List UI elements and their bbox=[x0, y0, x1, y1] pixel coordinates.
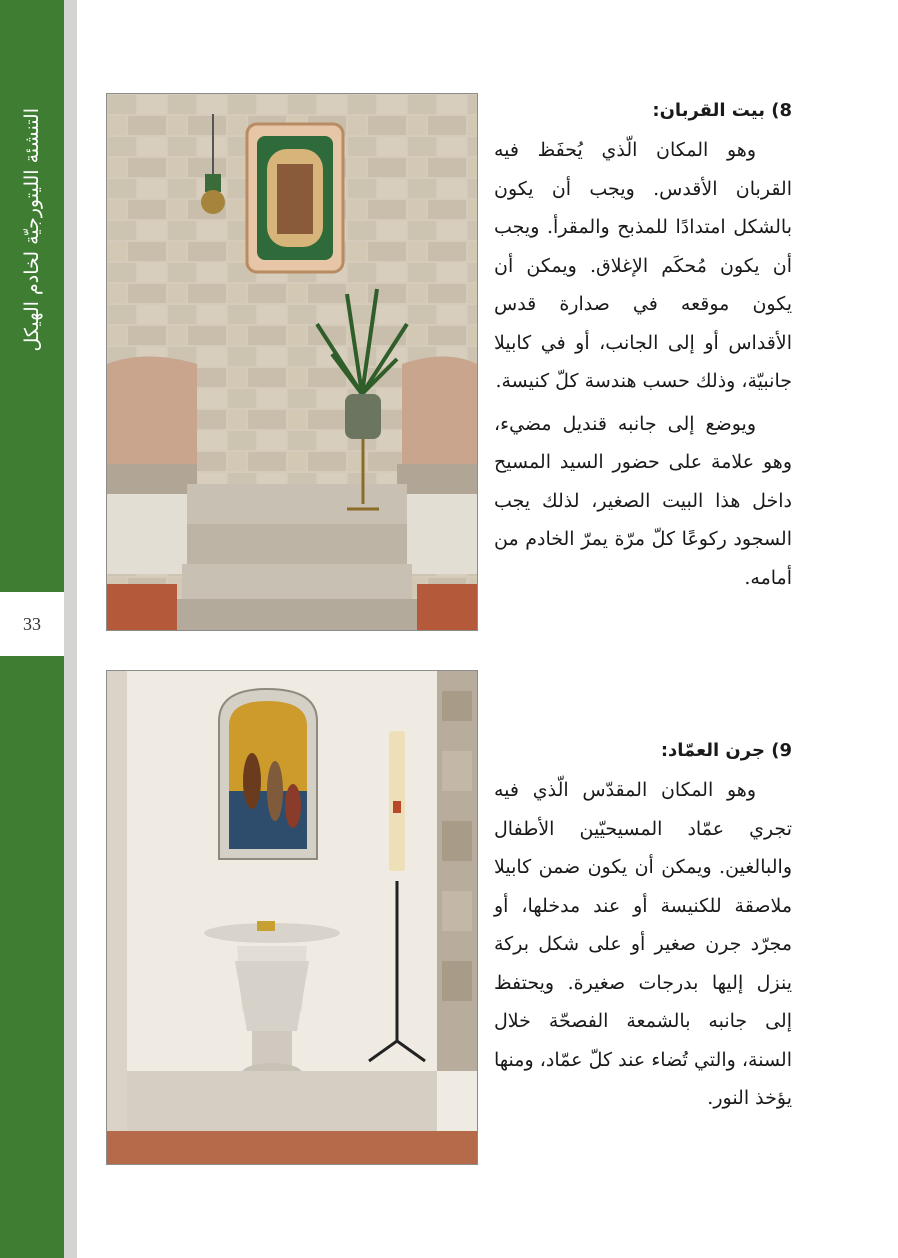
section-heading-baptismal-font: 9) جرن العمّاد: bbox=[660, 740, 792, 761]
tabernacle-paragraph-1: وهو المكان الّذي يُحفَظ فيه القربان الأقدس. ويجب أن يكون بالشكل امتدادًا للمذبح والمقرأ. ويجب أن يكون مُحكَم الإغلاق. ويمكن أن يكون موقعه في صدارة قدس الأقداس أو إلى الجانب، أو في كابيلا جانبيّة، وذلك حسب هندسة كلّ كنيسة. bbox=[494, 139, 792, 392]
book-title-vertical bbox=[0, 70, 64, 390]
page-number-tab bbox=[0, 592, 64, 656]
tabernacle-paragraph-2: ويوضع إلى جانبه قنديل مضيء، وهو علامة على حضور السيد المسيح داخل هذا البيت الصغير، لذلك يجب السجود ركوعًا كلّ مرّة يمرّ الخادم من أمامه. bbox=[494, 412, 792, 589]
baptismal-paragraph: وهو المكان المقدّس الّذي فيه تجري عمّاد المسيحيّين الأطفال والبالغين. ويمكن أن يكون ضمن كابيلا ملاصقة للكنيسة أو عند مدخلها، أو مجرّد جرن صغير أو على شكل بركة ينزل إليها بدرجات صغيرة. ويحتفظ إلى جانبه بالشمعة الفصحّة خلال السنة، والتي تُضاء عند كلّ عمّاد، ومنها يؤخذ النور. bbox=[494, 779, 792, 1109]
side-band-bottom bbox=[0, 656, 64, 1258]
section-baptismal-font bbox=[494, 737, 792, 1118]
baptismal-font-photo bbox=[106, 670, 478, 1165]
section-heading-tabernacle: 8) بيت القربان: bbox=[652, 100, 792, 121]
section-tabernacle bbox=[494, 97, 792, 597]
page-number: 33 bbox=[23, 613, 41, 634]
side-gray-strip bbox=[64, 0, 77, 1258]
book-title-text: التنشئة الليتورجيّة لخادم الهيكل bbox=[21, 108, 43, 352]
tabernacle-photo bbox=[106, 93, 478, 631]
